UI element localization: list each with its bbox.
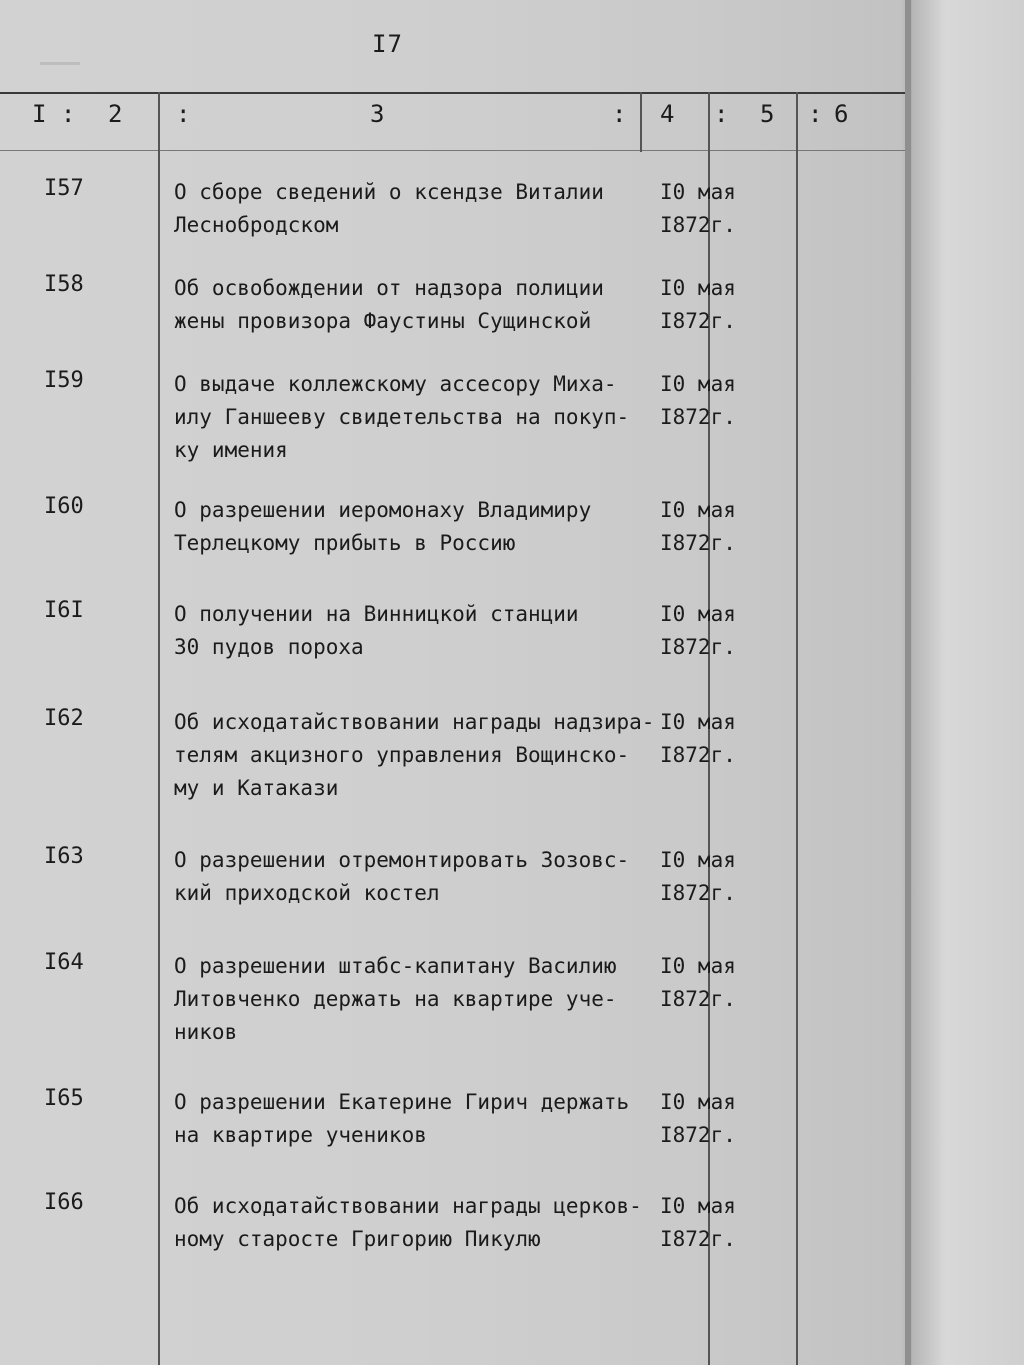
case-number: I60 — [44, 494, 84, 519]
column-header-4: 4 — [660, 100, 675, 128]
case-date: I0 мая I872г. — [660, 276, 736, 333]
case-title: О разрешении штабс-капитану Василию Литовченко держать на квартире уче- ников — [174, 954, 617, 1044]
case-number: I62 — [44, 706, 84, 731]
column-header-2: 2 — [108, 100, 123, 128]
case-date: I0 мая I872г. — [660, 848, 736, 905]
page-edge-shadow — [905, 0, 911, 1365]
column-header-5-separator: : — [714, 100, 729, 128]
case-title: О разрешении отремонтировать Зозовс- кий приходской костел — [174, 848, 630, 905]
column-header-6-separator: : — [808, 100, 823, 128]
case-title: О разрешении иеромонаху Владимиру Терлецкому прибыть в Россию — [174, 498, 592, 555]
column-header-3: 3 — [370, 100, 385, 128]
case-date: I0 мая I872г. — [660, 498, 736, 555]
case-title: О сборе сведений о ксендзе Виталии Леснобродском — [174, 180, 604, 237]
case-title: О выдаче коллежскому ассесору Миха- илу Ганшееву свидетельства на покуп- ку имения — [174, 372, 630, 462]
page-number: I7 — [372, 30, 403, 58]
case-date: I0 мая I872г. — [660, 1194, 736, 1251]
case-number: I58 — [44, 272, 84, 297]
case-number: I64 — [44, 950, 84, 975]
case-number: I6I — [44, 598, 84, 623]
case-title: О получении на Винницкой станции 30 пудов пороха — [174, 602, 579, 659]
case-date: I0 мая I872г. — [660, 710, 736, 767]
case-number: I57 — [44, 176, 84, 201]
case-title: Об исходатайствовании награды надзира- телям акцизного управления Вощинско- му и Катакази — [174, 710, 655, 800]
case-title: О разрешении Екатерине Гирич держать на квартире учеников — [174, 1090, 630, 1147]
column-header-6: 6 — [834, 100, 849, 128]
column-divider-5 — [796, 92, 798, 1365]
column-header-2-separator: : — [176, 100, 191, 128]
column-divider-1 — [158, 92, 160, 1365]
column-header-1: I : — [32, 100, 76, 128]
case-number: I59 — [44, 368, 84, 393]
adjacent-page — [912, 0, 1024, 1365]
header-bottom-rule — [0, 150, 905, 151]
header-top-rule — [0, 92, 905, 94]
case-date: I0 мая I872г. — [660, 602, 736, 659]
case-date: I0 мая I872г. — [660, 1090, 736, 1147]
column-header-5: 5 — [760, 100, 775, 128]
case-number: I65 — [44, 1086, 84, 1111]
column-divider-3 — [640, 92, 642, 152]
case-date: I0 мая I872г. — [660, 180, 736, 237]
case-number: I66 — [44, 1190, 84, 1215]
case-date: I0 мая I872г. — [660, 954, 736, 1011]
column-header-4-separator: : — [612, 100, 627, 128]
case-title: Об освобождении от надзора полиции жены провизора Фаустины Сущинской — [174, 276, 604, 333]
case-title: Об исходатайствовании награды церков- ному старосте Григорию Пикулю — [174, 1194, 642, 1251]
case-number: I63 — [44, 844, 84, 869]
case-date: I0 мая I872г. — [660, 372, 736, 429]
